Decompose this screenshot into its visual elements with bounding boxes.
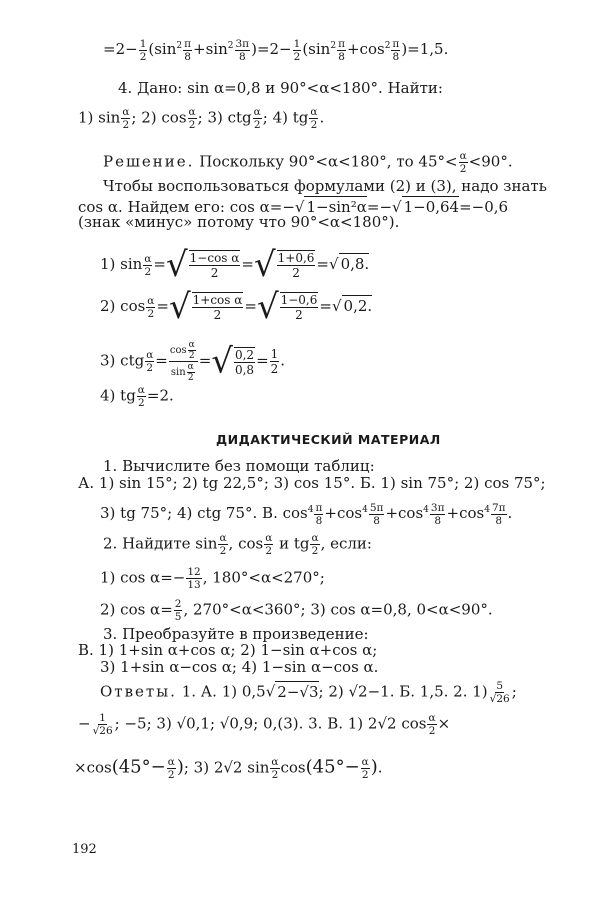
task-4-given: 4. Дано: sin α=0,8 и 90°<α<180°. Найти:: [118, 79, 443, 97]
exercise-2-title: 2. Найдите sin $\frac{\alpha}{2}$ , cos $\frac{\alpha}{2}$ и tg $\frac{\alpha}{2}$ , если:: [103, 532, 372, 557]
solution-line-2: Чтобы воспользоваться формулами (2) и (3), надо знать: [103, 177, 547, 195]
section-heading: ДИДАКТИЧЕСКИЙ МАТЕРИАЛ: [216, 432, 441, 447]
formula-2: 2) cos $\frac{\alpha}{2}$ =√ $\frac{\text{1+cos α}}{2}$ =√ $\frac{1-0,6}{2}$ =√ 0,2.: [100, 287, 373, 327]
exercise-1-title: 1. Вычислите без помощи таблиц:: [103, 457, 375, 475]
formula-3: 3) ctg $\frac{\alpha}{2}$ = cos $\frac{\alpha}{2}$ sin $\frac{\alpha}{2}$ =√ $\frac{0,2}{0,8}$ = $\frac{1}{2}$ .: [100, 340, 286, 383]
answers-line-2: − $\frac{1}{√26}$ ; −5; 3) √0,1; √0,9; 0,(3). 3. В. 1) 2√2 cos $\frac{\alpha}{2}$ ×: [78, 712, 451, 737]
exercise-2-line-1: 1) cos α=− $\frac{12}{13}$ , 180°<α<270°;: [100, 566, 325, 591]
continued-equation: =2− $\frac{1}{2}$ ($\sin^2$ $\frac{\pi}{8}$ $+\sin^2$ $\frac{3\pi}{8}$ )=2− $\frac{1}{2}$ ($\sin^2$ $\frac{\pi}{8}$ $+\cos^2$ $\frac{\pi}{8}$ )=1,5.: [103, 37, 449, 63]
solution-label: Решение.: [103, 152, 195, 171]
exercise-2-line-2: 2) cos α= $\frac{2}{5}$ , 270°<α<360°; 3) cos α=0,8, 0<α<90°.: [100, 598, 493, 623]
exercise-3-title: 3. Преобразуйте в произведение:: [103, 625, 369, 643]
solution-intro: Решение. Поскольку 90°<α<180°, то 45°< $\frac{\alpha}{2}$ <90°.: [103, 150, 513, 175]
formula-4: 4) tg $\frac{\alpha}{2}$ =2.: [100, 384, 174, 409]
answers-line-1: Ответы. 1. А. 1) 0,5√ 2−√3; 2) √2−1. Б. 1,5. 2. 1) $\frac{5}{√26}$ ;: [100, 680, 517, 705]
solution-line-4: (знак «минус» потому что 90°<α<180°).: [78, 213, 400, 231]
exercise-3-line-2: 3) 1+sin α−cos α; 4) 1−sin α−cos α.: [100, 658, 379, 676]
page-number: 192: [72, 842, 97, 857]
answers-line-3: ×cos(45°− $\frac{\alpha}{2}$ ); 3) 2√2 sin $\frac{\alpha}{2}$ cos(45°− $\frac{\alpha}{2}$ ).: [74, 756, 383, 781]
task-4-find: 1) sin $\frac{\alpha}{2}$ ; 2) cos $\frac{\alpha}{2}$ ; 3) ctg $\frac{\alpha}{2}$ ; 4) tg $\frac{\alpha}{2}$ .: [78, 106, 325, 131]
exercise-3-line-1: В. 1) 1+sin α+cos α; 2) 1−sin α+cos α;: [78, 641, 378, 659]
exercise-1-line-b: 3) tg 75°; 4) ctg 75°. В. $\cos^4$ $\frac{\pi}{8}$ $+\cos^4$ $\frac{5\pi}{8}$ $+\cos^4$ $\frac{3\pi}{8}$ $+\cos^4$ $\frac{7\pi}{8}$ .: [100, 501, 513, 527]
formula-1: 1) sin $\frac{\alpha}{2}$ =√ $\frac{\text{1−cos α}}{2}$ =√ $\frac{1+0,6}{2}$ =√ 0,8.: [100, 245, 370, 285]
solution-line-3: cos α. Найдем его: cos α=−√ 1−sin²α=−√ 1−0,64=−0,6: [78, 198, 509, 216]
exercise-1-line-a: А. 1) sin 15°; 2) tg 22,5°; 3) cos 15°. Б. 1) sin 75°; 2) cos 75°;: [78, 474, 546, 492]
answers-label: Ответы.: [100, 682, 177, 701]
